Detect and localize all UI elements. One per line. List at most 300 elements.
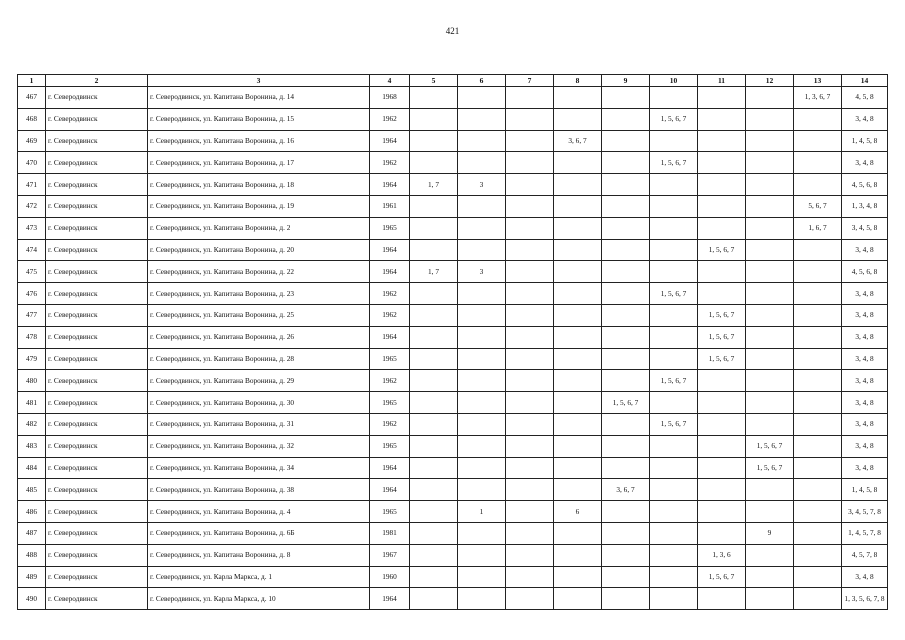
table-cell-col-14: 3, 4, 8	[842, 304, 888, 326]
column-header-2: 2	[46, 75, 148, 87]
table-cell-col-9: 3, 6, 7	[602, 479, 650, 501]
table-cell-col-8: 6	[554, 501, 602, 523]
table-row	[18, 152, 888, 174]
table-header	[18, 75, 888, 87]
table-cell-col-7	[506, 174, 554, 196]
column-header-14: 14	[842, 75, 888, 87]
table-cell-col-1: 479	[18, 348, 46, 370]
table-cell-col-3: г. Северодвинск, ул. Капитана Воронина, д. 19	[148, 195, 370, 217]
table-cell-col-8	[554, 304, 602, 326]
table-cell-col-2: г. Северодвинск	[46, 457, 148, 479]
table-cell-col-7	[506, 326, 554, 348]
table-cell-col-2: г. Северодвинск	[46, 283, 148, 305]
table-cell-col-6	[458, 108, 506, 130]
table-cell-col-3: г. Северодвинск, ул. Капитана Воронина, д. 25	[148, 304, 370, 326]
table-cell-col-7	[506, 413, 554, 435]
table-cell-col-12	[746, 392, 794, 414]
table-cell-col-9	[602, 370, 650, 392]
table-cell-col-14: 3, 4, 8	[842, 370, 888, 392]
table-cell-col-12	[746, 152, 794, 174]
table-cell-col-3: г. Северодвинск, ул. Капитана Воронина, д. 22	[148, 261, 370, 283]
table-cell-col-13: 1, 6, 7	[794, 217, 842, 239]
table-row	[18, 566, 888, 588]
table-cell-col-13	[794, 283, 842, 305]
table-cell-col-7	[506, 457, 554, 479]
table-cell-col-13	[794, 239, 842, 261]
table-cell-col-11: 1, 3, 6	[698, 544, 746, 566]
table-cell-col-11	[698, 370, 746, 392]
table-cell-col-1: 473	[18, 217, 46, 239]
table-row	[18, 217, 888, 239]
housing-register-table	[17, 74, 888, 610]
table-cell-col-10	[650, 326, 698, 348]
table-cell-col-3: г. Северодвинск, ул. Капитана Воронина, д. 15	[148, 108, 370, 130]
table-cell-col-12	[746, 588, 794, 610]
table-cell-col-3: г. Северодвинск, ул. Капитана Воронина, д. 32	[148, 435, 370, 457]
table-cell-col-13	[794, 501, 842, 523]
table-cell-col-3: г. Северодвинск, ул. Капитана Воронина, д. 6Б	[148, 522, 370, 544]
table-cell-col-12	[746, 108, 794, 130]
table-cell-col-9	[602, 326, 650, 348]
table-cell-col-2: г. Северодвинск	[46, 195, 148, 217]
table-cell-col-11: 1, 5, 6, 7	[698, 348, 746, 370]
table-cell-col-6	[458, 479, 506, 501]
table-cell-col-6	[458, 566, 506, 588]
table-cell-col-3: г. Северодвинск, ул. Капитана Воронина, д. 30	[148, 392, 370, 414]
table-cell-col-6	[458, 544, 506, 566]
table-cell-col-4: 1967	[370, 544, 410, 566]
table-cell-col-6	[458, 283, 506, 305]
table-cell-col-11: 1, 5, 6, 7	[698, 566, 746, 588]
table-cell-col-10	[650, 348, 698, 370]
table-cell-col-8	[554, 217, 602, 239]
table-cell-col-5	[410, 108, 458, 130]
table-cell-col-8	[554, 195, 602, 217]
table-cell-col-2: г. Северодвинск	[46, 566, 148, 588]
table-cell-col-4: 1964	[370, 261, 410, 283]
table-cell-col-9	[602, 108, 650, 130]
table-row	[18, 348, 888, 370]
table-cell-col-12	[746, 413, 794, 435]
table-row	[18, 261, 888, 283]
table-cell-col-14: 3, 4, 8	[842, 326, 888, 348]
table-cell-col-3: г. Северодвинск, ул. Капитана Воронина, д. 23	[148, 283, 370, 305]
table-cell-col-7	[506, 283, 554, 305]
table-cell-col-4: 1961	[370, 195, 410, 217]
table-cell-col-7	[506, 152, 554, 174]
table-cell-col-3: г. Северодвинск, ул. Капитана Воронина, д. 29	[148, 370, 370, 392]
table-cell-col-13	[794, 435, 842, 457]
table-cell-col-11	[698, 195, 746, 217]
table-cell-col-7	[506, 501, 554, 523]
table-cell-col-7	[506, 588, 554, 610]
table-cell-col-2: г. Северодвинск	[46, 261, 148, 283]
table-cell-col-6	[458, 522, 506, 544]
table-row	[18, 522, 888, 544]
table-cell-col-2: г. Северодвинск	[46, 522, 148, 544]
table-cell-col-5	[410, 87, 458, 109]
page-number: 421	[445, 26, 460, 36]
table-cell-col-6	[458, 304, 506, 326]
table-cell-col-4: 1964	[370, 174, 410, 196]
table-cell-col-2: г. Северодвинск	[46, 152, 148, 174]
table-cell-col-7	[506, 195, 554, 217]
table-cell-col-5	[410, 304, 458, 326]
table-cell-col-13	[794, 457, 842, 479]
table-cell-col-11	[698, 217, 746, 239]
table-cell-col-9	[602, 239, 650, 261]
table-cell-col-12	[746, 544, 794, 566]
table-cell-col-10	[650, 261, 698, 283]
table-cell-col-1: 489	[18, 566, 46, 588]
table-cell-col-4: 1965	[370, 435, 410, 457]
table-cell-col-11	[698, 283, 746, 305]
table-cell-col-11	[698, 87, 746, 109]
table-cell-col-1: 486	[18, 501, 46, 523]
table-cell-col-8	[554, 174, 602, 196]
table-cell-col-5	[410, 217, 458, 239]
table-cell-col-10: 1, 5, 6, 7	[650, 413, 698, 435]
table-cell-col-5	[410, 239, 458, 261]
table-cell-col-14: 3, 4, 8	[842, 283, 888, 305]
table-cell-col-11	[698, 152, 746, 174]
table-row	[18, 326, 888, 348]
table-cell-col-11	[698, 457, 746, 479]
table-cell-col-9	[602, 544, 650, 566]
table-cell-col-7	[506, 435, 554, 457]
table-cell-col-11: 1, 5, 6, 7	[698, 239, 746, 261]
table-cell-col-4: 1965	[370, 392, 410, 414]
table-cell-col-12	[746, 326, 794, 348]
table-cell-col-12	[746, 501, 794, 523]
table-cell-col-1: 474	[18, 239, 46, 261]
table-cell-col-5	[410, 283, 458, 305]
table-cell-col-8	[554, 108, 602, 130]
table-cell-col-7	[506, 392, 554, 414]
table-cell-col-12	[746, 348, 794, 370]
table-cell-col-1: 475	[18, 261, 46, 283]
table-cell-col-14: 1, 3, 4, 8	[842, 195, 888, 217]
table-cell-col-11: 1, 5, 6, 7	[698, 304, 746, 326]
table-cell-col-12	[746, 239, 794, 261]
table-cell-col-1: 481	[18, 392, 46, 414]
table-cell-col-1: 480	[18, 370, 46, 392]
column-header-11: 11	[698, 75, 746, 87]
table-cell-col-6	[458, 435, 506, 457]
table-cell-col-3: г. Северодвинск, ул. Капитана Воронина, д. 2	[148, 217, 370, 239]
table-cell-col-2: г. Северодвинск	[46, 326, 148, 348]
table-cell-col-3: г. Северодвинск, ул. Карла Маркса, д. 10	[148, 588, 370, 610]
table-cell-col-13	[794, 304, 842, 326]
table-cell-col-3: г. Северодвинск, ул. Капитана Воронина, д. 14	[148, 87, 370, 109]
table-cell-col-13	[794, 588, 842, 610]
table-cell-col-12	[746, 195, 794, 217]
table-cell-col-5	[410, 435, 458, 457]
table-cell-col-13: 1, 3, 6, 7	[794, 87, 842, 109]
table-cell-col-4: 1968	[370, 87, 410, 109]
table-cell-col-13	[794, 544, 842, 566]
table-cell-col-7	[506, 261, 554, 283]
table-cell-col-11	[698, 174, 746, 196]
table-cell-col-3: г. Северодвинск, ул. Капитана Воронина, д. 20	[148, 239, 370, 261]
table-cell-col-6	[458, 326, 506, 348]
table-row	[18, 130, 888, 152]
table-cell-col-4: 1964	[370, 588, 410, 610]
table-cell-col-14: 3, 4, 8	[842, 239, 888, 261]
table-cell-col-14: 3, 4, 8	[842, 152, 888, 174]
table-cell-col-8	[554, 479, 602, 501]
table-cell-col-3: г. Северодвинск, ул. Капитана Воронина, д. 38	[148, 479, 370, 501]
table-cell-col-6	[458, 588, 506, 610]
table-cell-col-1: 477	[18, 304, 46, 326]
table-cell-col-10	[650, 392, 698, 414]
table-cell-col-14: 3, 4, 8	[842, 413, 888, 435]
table-cell-col-3: г. Северодвинск, ул. Капитана Воронина, д. 26	[148, 326, 370, 348]
table-cell-col-5	[410, 501, 458, 523]
table-cell-col-5	[410, 522, 458, 544]
table-cell-col-4: 1981	[370, 522, 410, 544]
table-cell-col-10	[650, 239, 698, 261]
table-cell-col-10	[650, 174, 698, 196]
table-cell-col-10	[650, 544, 698, 566]
table-cell-col-4: 1964	[370, 457, 410, 479]
table-cell-col-4: 1965	[370, 501, 410, 523]
table-cell-col-5	[410, 566, 458, 588]
table-row	[18, 413, 888, 435]
table-cell-col-1: 468	[18, 108, 46, 130]
table-cell-col-7	[506, 348, 554, 370]
table-cell-col-2: г. Северодвинск	[46, 370, 148, 392]
table-cell-col-1: 483	[18, 435, 46, 457]
table-cell-col-12	[746, 479, 794, 501]
table-cell-col-1: 471	[18, 174, 46, 196]
table-cell-col-2: г. Северодвинск	[46, 392, 148, 414]
table-cell-col-12	[746, 87, 794, 109]
table-cell-col-13	[794, 348, 842, 370]
table-cell-col-8	[554, 370, 602, 392]
table-cell-col-2: г. Северодвинск	[46, 130, 148, 152]
table-cell-col-2: г. Северодвинск	[46, 435, 148, 457]
table-cell-col-9	[602, 130, 650, 152]
table-body	[18, 87, 888, 610]
table-cell-col-5	[410, 195, 458, 217]
table-cell-col-2: г. Северодвинск	[46, 108, 148, 130]
table-cell-col-9	[602, 152, 650, 174]
table-cell-col-6	[458, 217, 506, 239]
table-cell-col-13	[794, 108, 842, 130]
table-row	[18, 457, 888, 479]
table-cell-col-9	[602, 566, 650, 588]
table-cell-col-3: г. Северодвинск, ул. Капитана Воронина, д. 16	[148, 130, 370, 152]
table-cell-col-10	[650, 479, 698, 501]
table-row	[18, 370, 888, 392]
table-row	[18, 174, 888, 196]
table-cell-col-6	[458, 130, 506, 152]
table-cell-col-2: г. Северодвинск	[46, 479, 148, 501]
table-cell-col-1: 484	[18, 457, 46, 479]
table-cell-col-3: г. Северодвинск, ул. Капитана Воронина, д. 8	[148, 544, 370, 566]
table-cell-col-2: г. Северодвинск	[46, 413, 148, 435]
table-cell-col-14: 3, 4, 8	[842, 348, 888, 370]
table-cell-col-4: 1965	[370, 348, 410, 370]
table-cell-col-9	[602, 261, 650, 283]
table-cell-col-11	[698, 130, 746, 152]
table-cell-col-4: 1965	[370, 217, 410, 239]
table-cell-col-5	[410, 392, 458, 414]
table-cell-col-5: 1, 7	[410, 174, 458, 196]
table-cell-col-6	[458, 370, 506, 392]
column-header-6: 6	[458, 75, 506, 87]
column-header-10: 10	[650, 75, 698, 87]
table-cell-col-8	[554, 283, 602, 305]
table-cell-col-12	[746, 283, 794, 305]
table-cell-col-5	[410, 370, 458, 392]
table-cell-col-11	[698, 501, 746, 523]
table-cell-col-13	[794, 152, 842, 174]
table-cell-col-12	[746, 566, 794, 588]
table-cell-col-7	[506, 566, 554, 588]
table-cell-col-14: 1, 4, 5, 7, 8	[842, 522, 888, 544]
table-cell-col-4: 1962	[370, 370, 410, 392]
table-cell-col-5	[410, 348, 458, 370]
table-cell-col-6	[458, 152, 506, 174]
table-cell-col-5: 1, 7	[410, 261, 458, 283]
table-row	[18, 304, 888, 326]
table-cell-col-6: 3	[458, 261, 506, 283]
table-cell-col-1: 470	[18, 152, 46, 174]
table-cell-col-12	[746, 174, 794, 196]
table-cell-col-9	[602, 87, 650, 109]
table-cell-col-14: 3, 4, 8	[842, 108, 888, 130]
table-cell-col-6	[458, 87, 506, 109]
table-cell-col-6	[458, 392, 506, 414]
table-cell-col-11	[698, 588, 746, 610]
table-cell-col-10	[650, 217, 698, 239]
table-cell-col-3: г. Северодвинск, ул. Капитана Воронина, д. 4	[148, 501, 370, 523]
table-row	[18, 501, 888, 523]
table-cell-col-8	[554, 588, 602, 610]
table-cell-col-4: 1960	[370, 566, 410, 588]
table-cell-col-3: г. Северодвинск, ул. Капитана Воронина, д. 34	[148, 457, 370, 479]
table-cell-col-3: г. Северодвинск, ул. Карла Маркса, д. 1	[148, 566, 370, 588]
table-row	[18, 108, 888, 130]
table-cell-col-10	[650, 566, 698, 588]
table-cell-col-14: 4, 5, 6, 8	[842, 261, 888, 283]
table-cell-col-2: г. Северодвинск	[46, 174, 148, 196]
table-row	[18, 87, 888, 109]
table-cell-col-1: 478	[18, 326, 46, 348]
table-cell-col-10	[650, 435, 698, 457]
table-cell-col-9	[602, 501, 650, 523]
table-cell-col-8	[554, 348, 602, 370]
table-cell-col-13	[794, 326, 842, 348]
table-cell-col-12	[746, 370, 794, 392]
table-cell-col-10	[650, 457, 698, 479]
table-row	[18, 588, 888, 610]
table-row	[18, 479, 888, 501]
column-header-12: 12	[746, 75, 794, 87]
table-cell-col-1: 476	[18, 283, 46, 305]
table-cell-col-6: 3	[458, 174, 506, 196]
table-cell-col-13	[794, 174, 842, 196]
table-cell-col-14: 1, 4, 5, 8	[842, 130, 888, 152]
table-cell-col-4: 1962	[370, 152, 410, 174]
table-cell-col-11	[698, 479, 746, 501]
table-cell-col-2: г. Северодвинск	[46, 544, 148, 566]
table-cell-col-8	[554, 261, 602, 283]
table-cell-col-1: 488	[18, 544, 46, 566]
table-cell-col-13	[794, 130, 842, 152]
table-cell-col-3: г. Северодвинск, ул. Капитана Воронина, д. 31	[148, 413, 370, 435]
table-cell-col-8	[554, 544, 602, 566]
table-cell-col-14: 1, 3, 5, 6, 7, 8	[842, 588, 888, 610]
table-cell-col-9	[602, 217, 650, 239]
table-cell-col-11	[698, 261, 746, 283]
table-cell-col-14: 1, 4, 5, 8	[842, 479, 888, 501]
table-cell-col-3: г. Северодвинск, ул. Капитана Воронина, д. 18	[148, 174, 370, 196]
table-cell-col-2: г. Северодвинск	[46, 217, 148, 239]
table-cell-col-2: г. Северодвинск	[46, 348, 148, 370]
table-cell-col-8	[554, 566, 602, 588]
table-cell-col-13	[794, 413, 842, 435]
table-cell-col-1: 490	[18, 588, 46, 610]
table-cell-col-8	[554, 152, 602, 174]
table-cell-col-12	[746, 217, 794, 239]
table-cell-col-11	[698, 435, 746, 457]
table-cell-col-14: 3, 4, 8	[842, 457, 888, 479]
table-cell-col-5	[410, 152, 458, 174]
table-cell-col-14: 3, 4, 8	[842, 392, 888, 414]
table-cell-col-7	[506, 544, 554, 566]
table-cell-col-14: 3, 4, 5, 8	[842, 217, 888, 239]
table-cell-col-9	[602, 304, 650, 326]
table-cell-col-10	[650, 304, 698, 326]
table-cell-col-12	[746, 304, 794, 326]
table-cell-col-13	[794, 522, 842, 544]
table-cell-col-1: 469	[18, 130, 46, 152]
column-header-13: 13	[794, 75, 842, 87]
column-header-3: 3	[148, 75, 370, 87]
table-cell-col-13	[794, 479, 842, 501]
table-cell-col-5	[410, 544, 458, 566]
column-header-7: 7	[506, 75, 554, 87]
table-cell-col-10	[650, 522, 698, 544]
table-cell-col-5	[410, 413, 458, 435]
table-cell-col-9	[602, 435, 650, 457]
table-cell-col-4: 1964	[370, 326, 410, 348]
table-cell-col-13	[794, 392, 842, 414]
table-cell-col-9	[602, 588, 650, 610]
table-cell-col-8	[554, 326, 602, 348]
table-cell-col-4: 1962	[370, 283, 410, 305]
table-cell-col-10: 1, 5, 6, 7	[650, 108, 698, 130]
table-row	[18, 283, 888, 305]
table-cell-col-11	[698, 392, 746, 414]
table-cell-col-4: 1964	[370, 479, 410, 501]
table-cell-col-10: 1, 5, 6, 7	[650, 283, 698, 305]
table-cell-col-4: 1962	[370, 108, 410, 130]
table-cell-col-5	[410, 588, 458, 610]
table-cell-col-1: 482	[18, 413, 46, 435]
table-cell-col-6: 1	[458, 501, 506, 523]
column-header-1: 1	[18, 75, 46, 87]
table-row	[18, 239, 888, 261]
table-cell-col-7	[506, 239, 554, 261]
table-cell-col-9	[602, 348, 650, 370]
table-cell-col-8	[554, 392, 602, 414]
table-cell-col-14: 4, 5, 7, 8	[842, 544, 888, 566]
table-cell-col-7	[506, 479, 554, 501]
